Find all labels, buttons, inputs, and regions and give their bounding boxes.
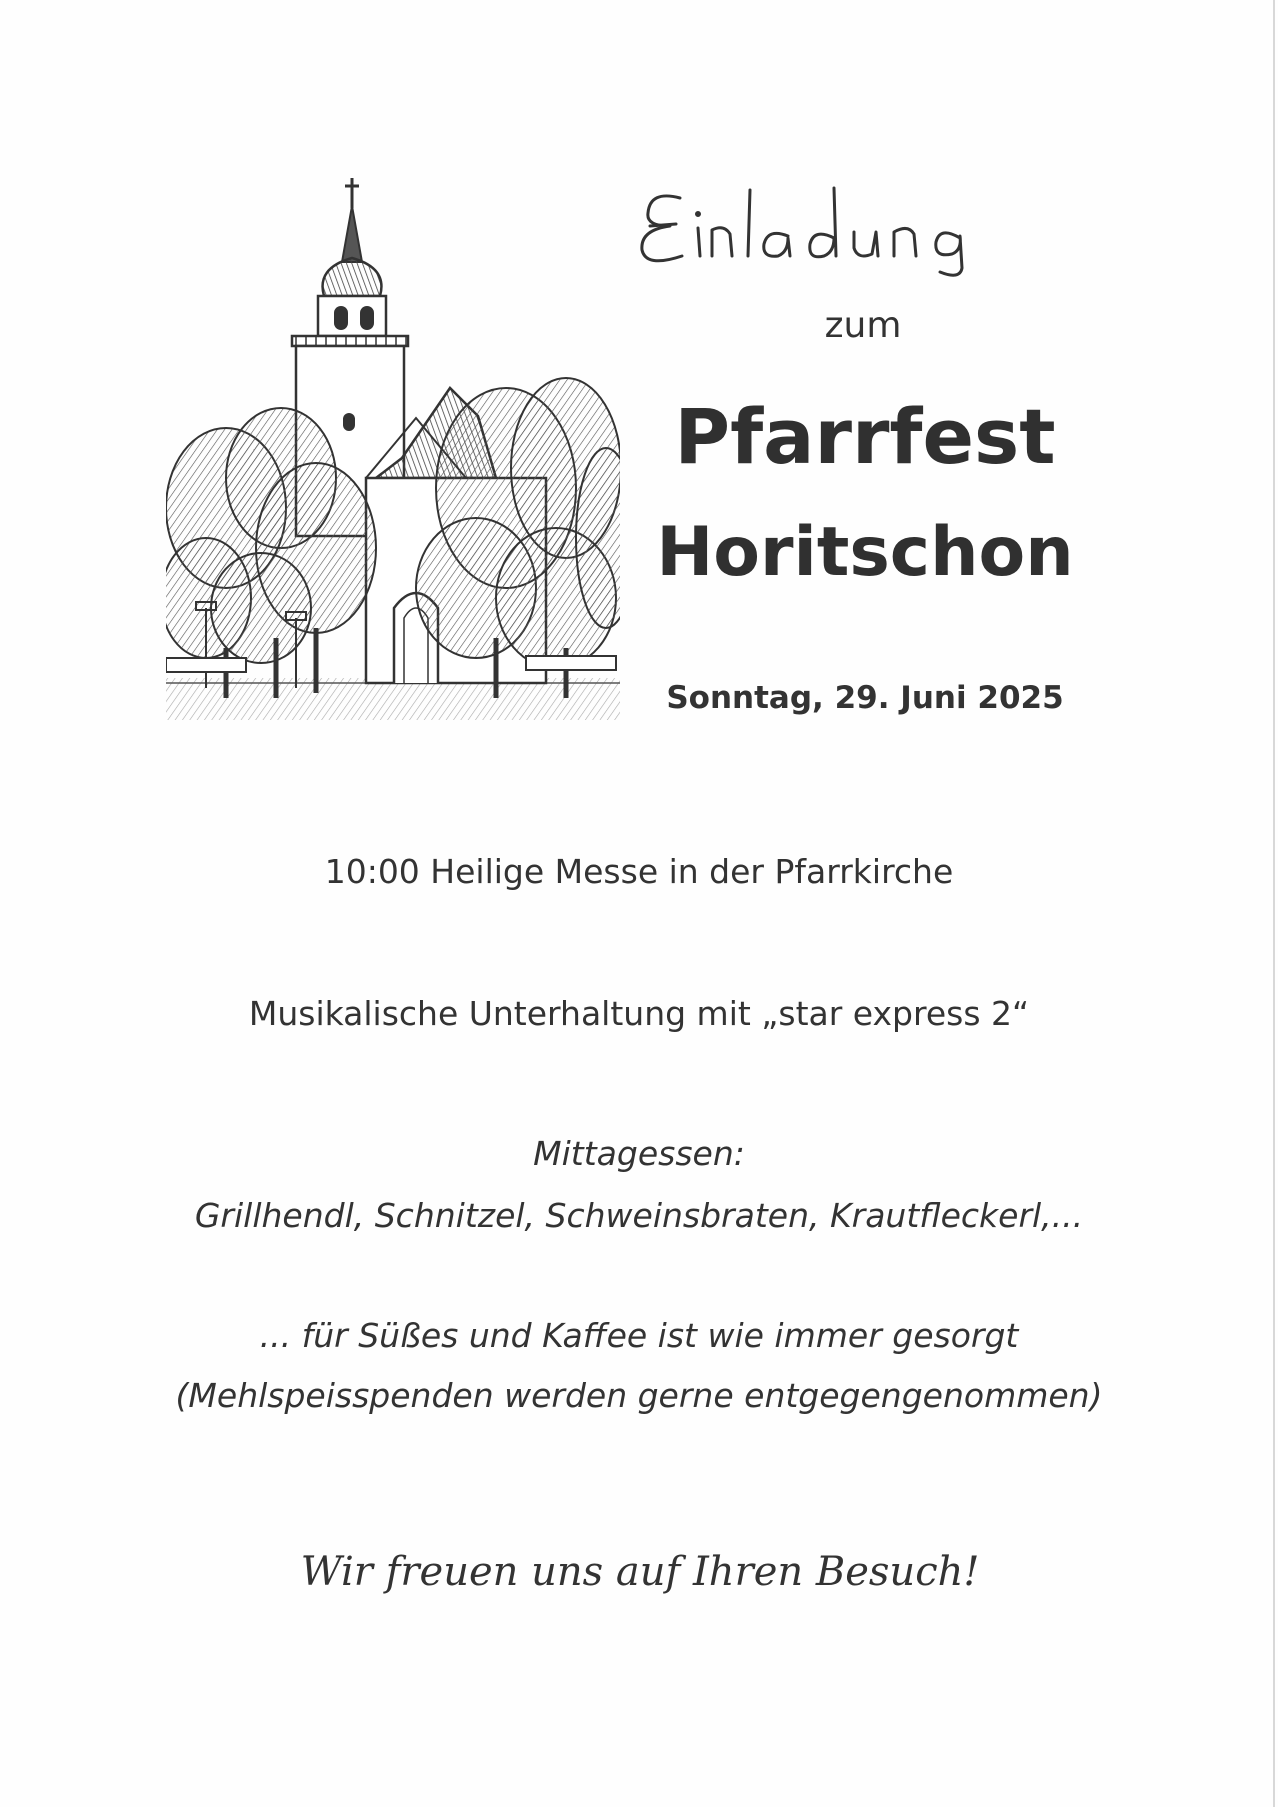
event-location: Horitschon <box>656 513 1074 592</box>
page-edge <box>1273 0 1275 1807</box>
program-donations: (Mehlspeisspenden werden gerne entgegengenommen) <box>175 1376 1103 1415</box>
program-mass: 10:00 Heilige Messe in der Pfarrkirche <box>324 852 954 891</box>
program-dessert: ... für Süßes und Kaffee ist wie immer gesorgt <box>259 1316 1019 1355</box>
connector-text: zum <box>824 305 902 346</box>
heading-einladung <box>610 168 1110 278</box>
closing-text: Wir freuen uns auf Ihren Besuch! <box>300 1549 980 1595</box>
program-music: Musikalische Unterhaltung mit „star express 2“ <box>248 994 1030 1033</box>
event-date: Sonntag, 29. Juni 2025 <box>666 680 1064 716</box>
program-lunch-label: Mittagessen: <box>533 1134 745 1173</box>
closing-greeting <box>280 1530 1000 1610</box>
event-title: Pfarrfest <box>674 392 1056 481</box>
program-lunch-items: Grillhendl, Schnitzel, Schweinsbraten, Krautfleckerl,... <box>194 1196 1084 1235</box>
church-sketch-icon <box>166 178 620 720</box>
